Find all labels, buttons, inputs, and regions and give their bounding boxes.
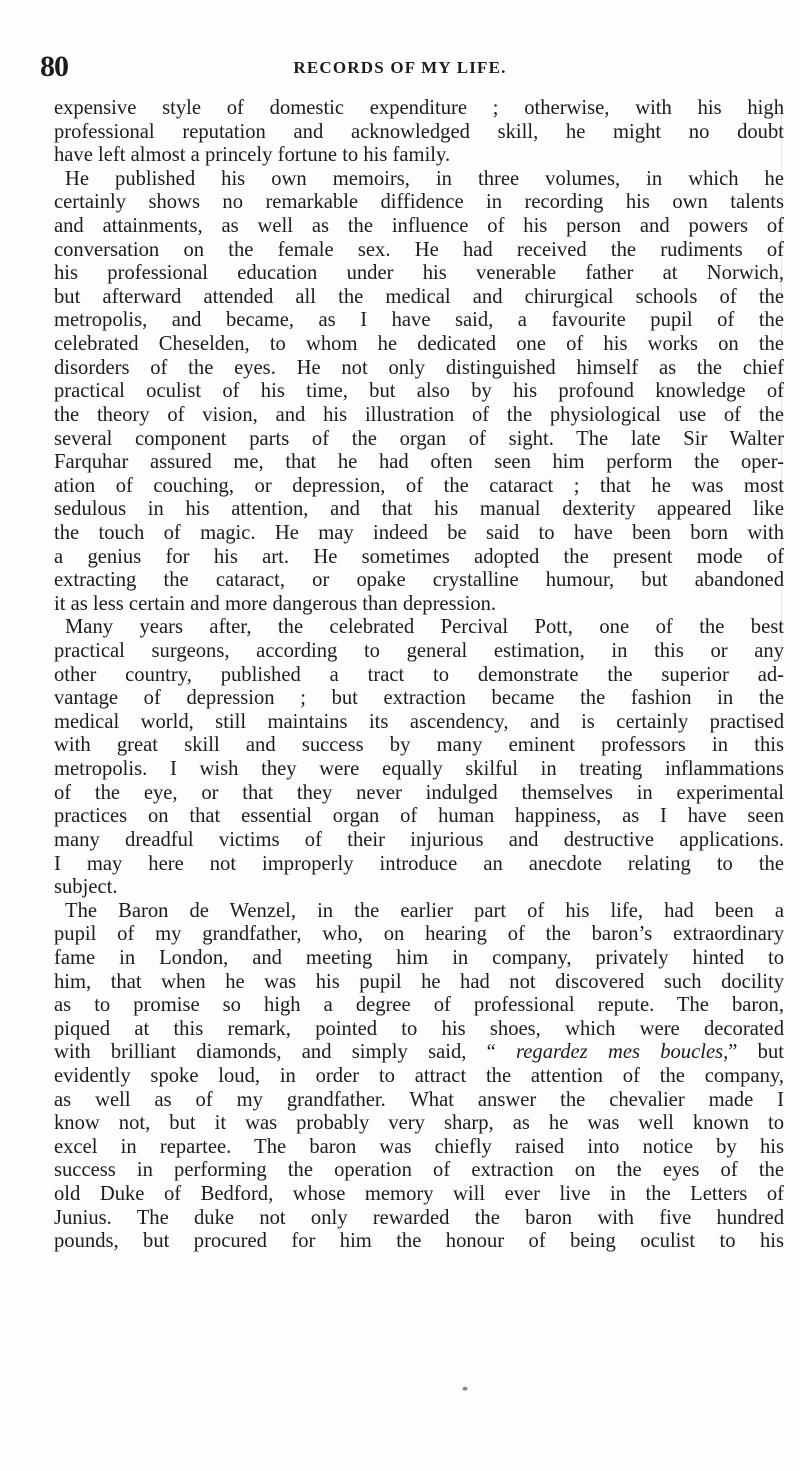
page-number: 80 (40, 50, 68, 83)
text-line: practical surgeons, according to general estimation, in this or any (54, 640, 784, 663)
text-line: certainly shows no remarkable diffidence in recording his own talents (54, 191, 784, 214)
text-line: success in performing the operation of extraction on the eyes of the (54, 1159, 784, 1182)
text-line: pupil of my grandfather, who, on hearing of the baron’s extraordinary (54, 923, 784, 946)
text-line: of the eye, or that they never indulged themselves in experimental (54, 781, 784, 804)
text-line: The Baron de Wenzel, in the earlier part of his life, had been a (65, 899, 784, 922)
text-line: expensive style of domestic expenditure ; otherwise, with his high (54, 97, 784, 119)
page-header (40, 50, 760, 86)
text-line: evidently spoke loud, in order to attract the attention of the company, (54, 1064, 784, 1087)
text-line: several component parts of the organ of sight. The late Sir Walter (54, 427, 784, 450)
text-line: celebrated Cheselden, to whom he dedicated one of his works on the (54, 333, 784, 356)
body-text (54, 97, 784, 1254)
text-line: extracting the cataract, or opake crystalline humour, but abandoned (54, 569, 784, 592)
text-line: Farquhar assured me, that he had often seen him perform the oper- (54, 451, 784, 474)
text-line: piqued at this remark, pointed to his shoes, which were decorated (54, 1017, 784, 1040)
text-line: him, that when he was his pupil he had not discovered such docility (54, 970, 784, 993)
text-line: He published his own memoirs, in three volumes, in which he (65, 167, 784, 190)
text-line: other country, published a tract to demonstrate the superior ad- (54, 663, 784, 686)
text-line: sedulous in his attention, and that his manual dexterity appeared like (54, 498, 784, 521)
text-line: ation of couching, or depression, of the cataract ; that he was most (54, 474, 784, 497)
text-line: disorders of the eyes. He not only distinguished himself as the chief (54, 356, 784, 379)
text-line: practices on that essential organ of human happiness, as I have seen (54, 805, 784, 828)
text-line: medical world, still maintains its ascendency, and is certainly practised (54, 710, 784, 733)
running-title: RECORDS OF MY LIFE. (293, 58, 507, 77)
text-line: vantage of depression ; but extraction became the fashion in the (54, 687, 784, 710)
text-line: the touch of magic. He may indeed be said to have been born with (54, 521, 784, 544)
text-line: excel in repartee. The baron was chiefly raised into notice by his (54, 1135, 784, 1158)
text-line: a genius for his art. He sometimes adopted the present mode of (54, 545, 784, 568)
text-line: know not, but it was probably very sharp, as he was well known to (54, 1112, 784, 1135)
text-line: pounds, but procured for him the honour of being oculist to his (54, 1230, 784, 1253)
text-line: many dreadful victims of their injurious and destructive applications. (54, 828, 784, 851)
text-line: Junius. The duke not only rewarded the baron with five hundred (54, 1206, 784, 1229)
text-line: the theory of vision, and his illustration of the physiological use of the (54, 403, 784, 426)
text-line: metropolis. I wish they were equally skilful in treating inflammations (54, 758, 784, 781)
text-line: it as less certain and more dangerous than depression. (54, 592, 497, 615)
text-line: conversation on the female sex. He had received the rudiments of (54, 238, 784, 261)
signature-mark: * (462, 1383, 468, 1397)
text-line: as well as of my grandfather. What answer the chevalier made I (54, 1088, 784, 1111)
text-line: and attainments, as well as the influence of his person and powers of (54, 215, 784, 238)
text-line: with brilliant diamonds, and simply said, “ regardez mes boucles,” but (54, 1041, 784, 1064)
text-line: metropolis, and became, as I have said, a favourite pupil of the (54, 309, 784, 332)
text-line: but afterward attended all the medical and chirurgical schools of the (54, 285, 784, 308)
text-line: professional reputation and acknowledged skill, he might no doubt (54, 120, 784, 143)
text-line: his professional education under his venerable father at Norwich, (54, 262, 784, 285)
text-line: old Duke of Bedford, whose memory will ever live in the Letters of (54, 1183, 784, 1206)
text-line: practical oculist of his time, but also by his profound knowledge of (54, 380, 784, 403)
text-line: as to promise so high a degree of professional repute. The baron, (54, 994, 784, 1017)
text-line: subject. (54, 876, 118, 899)
text-line: Many years after, the celebrated Percival Pott, one of the best (65, 616, 784, 639)
text-line: with great skill and success by many eminent professors in this (54, 734, 784, 757)
text-line: I may here not improperly introduce an anecdote relating to the (54, 852, 784, 875)
text-line: have left almost a princely fortune to his family. (54, 144, 451, 167)
text-line: fame in London, and meeting him in company, privately hinted to (54, 946, 784, 969)
